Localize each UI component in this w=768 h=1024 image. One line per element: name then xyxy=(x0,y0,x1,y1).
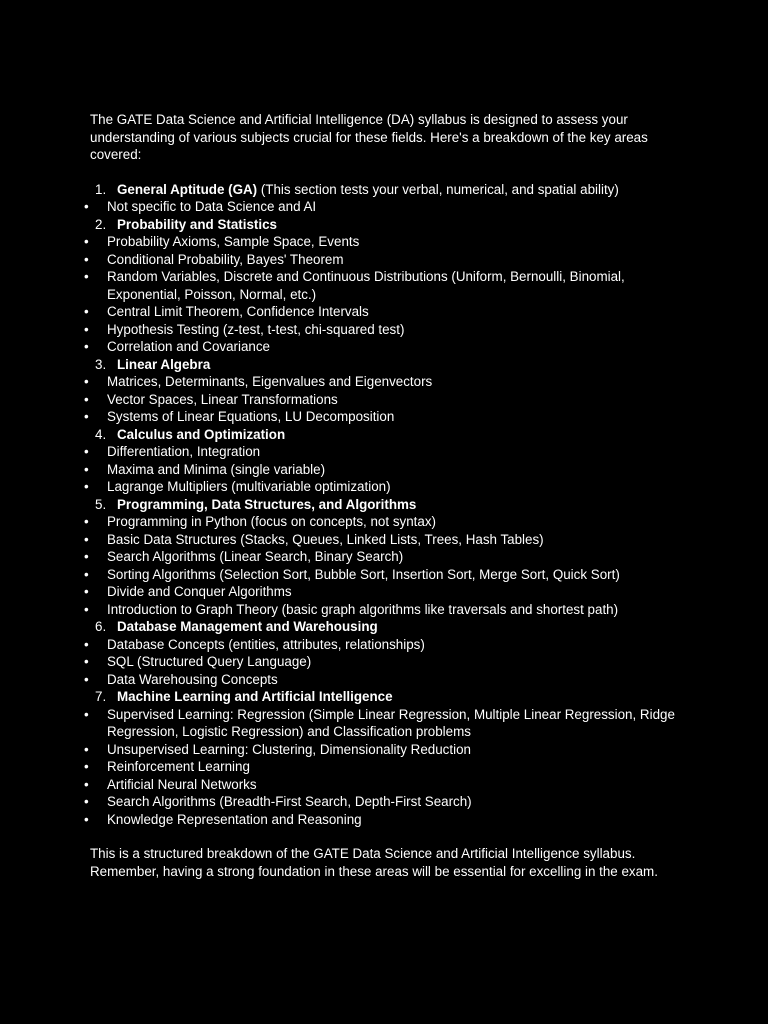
list-item-text: Artificial Neural Networks xyxy=(107,776,257,792)
bullet-icon: • xyxy=(84,234,89,249)
section-heading xyxy=(90,426,690,444)
list-item xyxy=(84,461,690,479)
list-item xyxy=(84,601,690,619)
list-item xyxy=(84,198,690,216)
list-item-text: Correlation and Covariance xyxy=(107,339,271,354)
list-item-text: Supervised Learning: Regression (Simple Linear Regression, Multiple Linear Regression, Ridge Regression, Logistic Regression) and Classification problems xyxy=(107,706,675,739)
bullet-icon: • xyxy=(84,461,89,477)
syllabus-sections xyxy=(84,181,690,829)
list-item xyxy=(84,513,690,531)
list-item-text: Search Algorithms (Breadth-First Search, Depth-First Search) xyxy=(107,794,472,809)
section-number: 6. xyxy=(95,619,107,634)
list-item-text: Differentiation, Integration xyxy=(107,444,261,459)
list-item xyxy=(84,636,690,654)
list-item xyxy=(84,793,690,811)
bullet-icon: • xyxy=(84,444,89,459)
section-number: 1. xyxy=(95,181,107,197)
closing-paragraph: This is a structured breakdown of the GATE Data Science and Artificial Intelligence syllabus. Remember, having a strong foundation in these areas will be essential for excelling in the exam. xyxy=(90,846,658,879)
section-number: 5. xyxy=(95,496,107,512)
list-item xyxy=(84,671,690,689)
list-item xyxy=(84,776,690,794)
bullet-icon: • xyxy=(84,269,89,284)
syllabus-document xyxy=(84,111,690,893)
list-item xyxy=(84,373,690,391)
list-item xyxy=(84,706,690,741)
list-item-text: Data Warehousing Concepts xyxy=(107,671,278,687)
section-heading xyxy=(90,181,690,199)
list-item xyxy=(84,583,690,601)
section-number: 2. xyxy=(95,216,107,232)
section-number: 3. xyxy=(95,356,107,372)
bullet-icon: • xyxy=(84,636,89,652)
bullet-icon: • xyxy=(84,671,89,687)
bullet-icon: • xyxy=(84,514,89,529)
bullet-icon: • xyxy=(84,531,89,547)
list-item-text: Not specific to Data Science and AI xyxy=(107,199,317,214)
list-item xyxy=(84,811,690,829)
section-number: 7. xyxy=(95,689,107,704)
bullet-icon: • xyxy=(84,374,89,389)
bullet-icon: • xyxy=(84,794,89,809)
bullet-icon: • xyxy=(84,706,89,722)
list-item xyxy=(84,443,690,461)
bullet-icon: • xyxy=(84,601,89,617)
list-item-text: Maxima and Minima (single variable) xyxy=(107,461,326,477)
list-item-text: Conditional Probability, Bayes' Theorem xyxy=(107,251,344,267)
list-item-text: Random Variables, Discrete and Continuous Distributions (Uniform, Bernoulli, Binomial, Exponential, Poisson, Normal, etc.) xyxy=(107,269,625,302)
bullet-icon: • xyxy=(84,549,89,564)
list-item xyxy=(84,251,690,269)
list-item-text: Unsupervised Learning: Clustering, Dimensionality Reduction xyxy=(107,741,471,757)
list-item-text: Systems of Linear Equations, LU Decomposition xyxy=(107,409,395,424)
section-heading xyxy=(90,618,690,636)
section-note: (This section tests your verbal, numerical, and spatial ability) xyxy=(257,181,619,197)
bullet-icon: • xyxy=(84,199,89,214)
list-item-text: Lagrange Multipliers (multivariable optimization) xyxy=(107,479,391,494)
list-item xyxy=(84,233,690,251)
section-title: Probability and Statistics xyxy=(117,216,277,232)
bullet-icon: • xyxy=(84,566,89,582)
list-item-text: Matrices, Determinants, Eigenvalues and Eigenvectors xyxy=(107,374,433,389)
list-item-text: Vector Spaces, Linear Transformations xyxy=(107,391,338,407)
bullet-icon: • xyxy=(84,251,89,267)
bullet-icon: • xyxy=(84,479,89,494)
section-title: Database Management and Warehousing xyxy=(117,619,378,634)
bullet-icon: • xyxy=(84,391,89,407)
list-item-text: Hypothesis Testing (z-test, t-test, chi-squared test) xyxy=(107,321,405,337)
bullet-icon: • xyxy=(84,741,89,757)
list-item xyxy=(84,548,690,566)
bullet-icon: • xyxy=(84,304,89,319)
list-item-text: Introduction to Graph Theory (basic graph algorithms like traversals and shortest path) xyxy=(107,601,619,617)
list-item xyxy=(84,758,690,776)
list-item xyxy=(84,338,690,356)
section-title: Machine Learning and Artificial Intelligence xyxy=(117,689,393,704)
list-item-text: Divide and Conquer Algorithms xyxy=(107,584,292,599)
list-item-text: SQL (Structured Query Language) xyxy=(107,654,312,669)
intro-paragraph: The GATE Data Science and Artificial Intelligence (DA) syllabus is designed to assess your understanding of various subjects crucial for these fields. Here's a breakdown of the key areas covered: xyxy=(90,112,648,162)
list-item-text: Knowledge Representation and Reasoning xyxy=(107,811,362,827)
list-item-text: Basic Data Structures (Stacks, Queues, Linked Lists, Trees, Hash Tables) xyxy=(107,531,544,547)
list-item-text: Reinforcement Learning xyxy=(107,759,250,774)
section-heading xyxy=(90,216,690,234)
list-item-text: Programming in Python (focus on concepts, not syntax) xyxy=(107,514,436,529)
bullet-icon: • xyxy=(84,776,89,792)
list-item xyxy=(84,566,690,584)
list-item xyxy=(84,408,690,426)
section-heading xyxy=(90,356,690,374)
list-item xyxy=(84,478,690,496)
list-item-text: Probability Axioms, Sample Space, Events xyxy=(107,234,360,249)
list-item xyxy=(84,741,690,759)
section-title: Programming, Data Structures, and Algorithms xyxy=(117,496,417,512)
bullet-icon: • xyxy=(84,409,89,424)
list-item-text: Central Limit Theorem, Confidence Intervals xyxy=(107,304,369,319)
bullet-icon: • xyxy=(84,584,89,599)
list-item xyxy=(84,531,690,549)
section-number: 4. xyxy=(95,426,107,442)
section-title: General Aptitude (GA) xyxy=(117,181,258,197)
section-heading xyxy=(90,688,690,706)
section-heading xyxy=(90,496,690,514)
bullet-icon: • xyxy=(84,654,89,669)
section-title: Calculus and Optimization xyxy=(117,426,286,442)
list-item xyxy=(84,321,690,339)
list-item xyxy=(84,653,690,671)
list-item-text: Database Concepts (entities, attributes, relationships) xyxy=(107,636,425,652)
bullet-icon: • xyxy=(84,339,89,354)
list-item-text: Search Algorithms (Linear Search, Binary Search) xyxy=(107,549,404,564)
list-item xyxy=(84,391,690,409)
list-item xyxy=(84,268,690,303)
bullet-icon: • xyxy=(84,759,89,774)
list-item-text: Sorting Algorithms (Selection Sort, Bubble Sort, Insertion Sort, Merge Sort, Quick Sort) xyxy=(107,566,620,582)
bullet-icon: • xyxy=(84,811,89,827)
section-title: Linear Algebra xyxy=(117,356,211,372)
list-item xyxy=(84,303,690,321)
bullet-icon: • xyxy=(84,321,89,337)
